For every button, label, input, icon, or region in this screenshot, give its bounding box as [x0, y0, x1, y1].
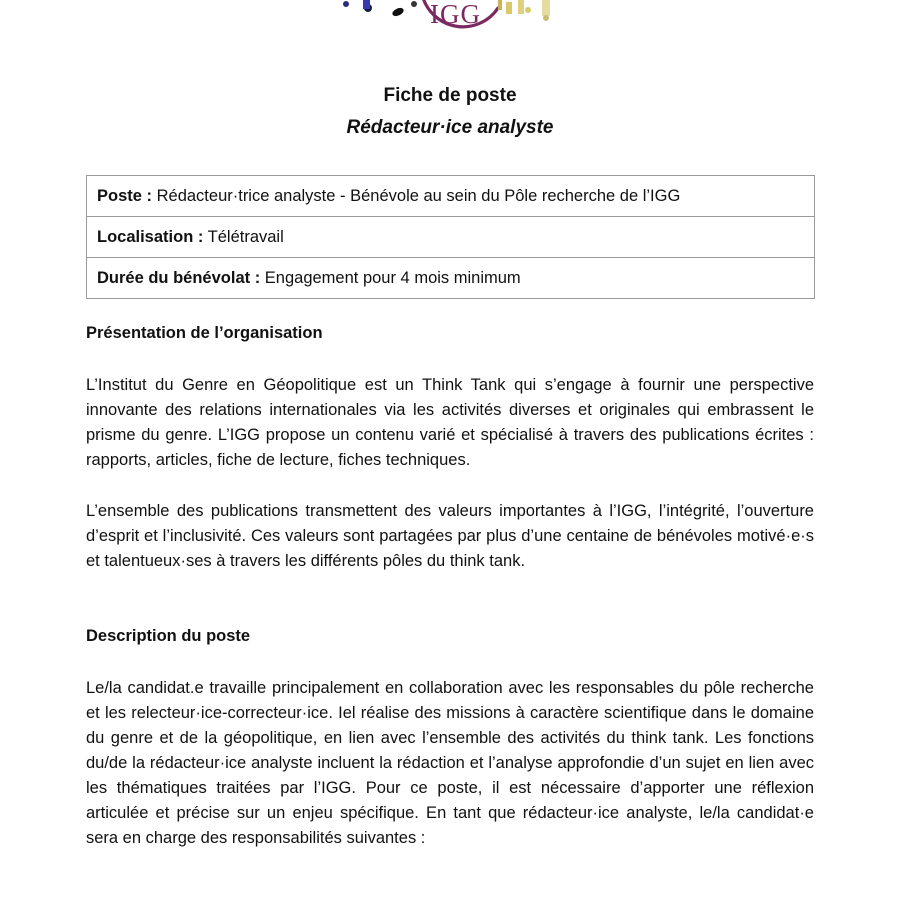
page-title: Fiche de poste: [383, 85, 517, 106]
info-cell: [87, 258, 815, 299]
logo-text: IGG: [430, 0, 481, 29]
info-cell: [87, 176, 815, 217]
section-heading-description: Description du poste: [86, 627, 251, 645]
info-table: [86, 175, 815, 299]
info-row-duree: [87, 258, 815, 299]
info-label: Durée du bénévolat :: [97, 268, 261, 287]
page-subtitle: Rédacteur·ice analyste: [346, 117, 554, 138]
info-value: Engagement pour 4 mois minimum: [264, 268, 521, 287]
info-value: Télétravail: [207, 227, 284, 246]
paragraph-organisation-2: L’ensemble des publications transmettent des valeurs importantes à l’IGG, l’intégrité, l’ouverture d’esprit et l’inclusivité. Ces valeurs sont partagées par plus d’une centaine de bénévoles motivé·e·s et talentueux·ses à travers les différents pôles du think tank.: [86, 502, 814, 570]
section-heading-organisation: Présentation de l’organisation: [86, 324, 323, 342]
info-value: Rédacteur·trice analyste - Bénévole au sein du Pôle recherche de l’IGG: [156, 186, 681, 205]
paragraph-description-1: Le/la candidat.e travaille principalement en collaboration avec les responsables du pôle recherche et les relecteur·ice-correcteur·ice. Iel réalise des missions à caractère scientifique dans le domaine du genre et de la géopolitique, en lien avec l’ensemble des activités du think tank. Les fonctions du/de la rédacteur·ice analyste incluent la rédaction et l’analyse approfondie d’un sujet en lien avec les thématiques traitées par l’IGG. Pour ce poste, il est nécessaire d’apporter une réflexion articulée et précise sur un enjeu spécifique. En tant que rédacteur·ice analyste, le/la candidat·e sera en charge des responsabilités suivantes :: [86, 679, 814, 847]
info-label: Localisation :: [97, 227, 204, 246]
paragraph-organisation-1: L’Institut du Genre en Géopolitique est un Think Tank qui s’engage à fournir une perspective innovante des relations internationales via les activités diverses et originales qui embrassent le prisme du genre. L’IGG propose un contenu varié et spécialisé à travers des publications écrites : rapports, articles, fiche de lecture, fiches techniques.: [86, 376, 814, 469]
igg-logo: [330, 0, 570, 58]
info-row-localisation: [87, 217, 815, 258]
info-cell: [87, 217, 815, 258]
info-row-poste: [87, 176, 815, 217]
info-label: Poste :: [97, 186, 153, 205]
